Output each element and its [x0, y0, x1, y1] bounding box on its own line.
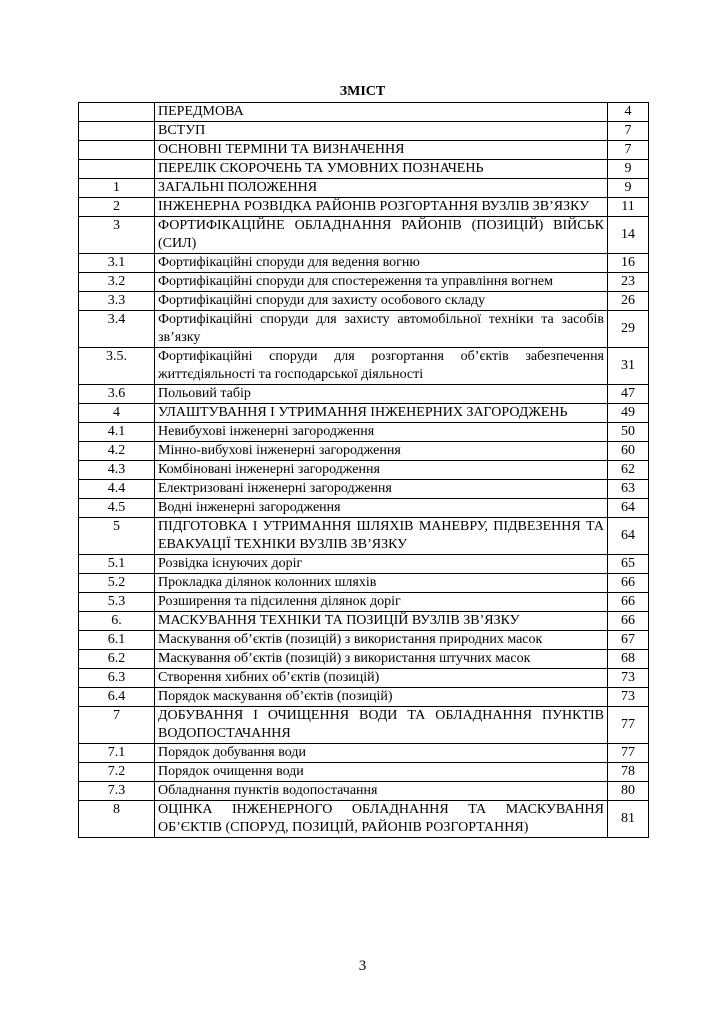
toc-section-number: 4.2 — [79, 442, 155, 461]
toc-section-title: Фортифікаційні споруди для захисту особового складу — [155, 292, 608, 311]
toc-section-number: 6.1 — [79, 631, 155, 650]
toc-page-number: 7 — [608, 141, 649, 160]
toc-section-title: ПЕРЕЛІК СКОРОЧЕНЬ ТА УМОВНИХ ПОЗНАЧЕНЬ — [155, 160, 608, 179]
toc-section-title: Маскування об’єктів (позицій) з використання штучних масок — [155, 650, 608, 669]
toc-section-title: Електризовані інженерні загородження — [155, 480, 608, 499]
toc-page-number: 64 — [608, 499, 649, 518]
toc-row — [79, 688, 649, 707]
toc-row — [79, 744, 649, 763]
toc-section-number: 4.1 — [79, 423, 155, 442]
toc-page-number: 66 — [608, 612, 649, 631]
toc-section-number: 4 — [79, 404, 155, 423]
toc-row — [79, 292, 649, 311]
toc-section-number: 6. — [79, 612, 155, 631]
toc-page-number: 66 — [608, 593, 649, 612]
toc-page-number: 64 — [608, 518, 649, 555]
toc-section-title: Розвідка існуючих доріг — [155, 555, 608, 574]
toc-section-title: ІНЖЕНЕРНА РОЗВІДКА РАЙОНІВ РОЗГОРТАННЯ ВУЗЛІВ ЗВ’ЯЗКУ — [155, 198, 608, 217]
toc-page-number: 4 — [608, 103, 649, 122]
toc-page-number: 9 — [608, 179, 649, 198]
toc-row — [79, 442, 649, 461]
toc-row — [79, 217, 649, 254]
toc-page-number: 50 — [608, 423, 649, 442]
toc-row — [79, 179, 649, 198]
toc-row — [79, 763, 649, 782]
toc-section-number: 6.3 — [79, 669, 155, 688]
toc-section-title: Маскування об’єктів (позицій) з використання природних масок — [155, 631, 608, 650]
toc-section-number: 7 — [79, 707, 155, 744]
toc-row — [79, 122, 649, 141]
toc-page-number: 14 — [608, 217, 649, 254]
toc-section-number: 5.3 — [79, 593, 155, 612]
toc-section-number — [79, 160, 155, 179]
toc-section-title: Польовий табір — [155, 385, 608, 404]
toc-row — [79, 669, 649, 688]
toc-section-title: Порядок добування води — [155, 744, 608, 763]
toc-section-number: 3 — [79, 217, 155, 254]
toc-section-title: Водні інженерні загородження — [155, 499, 608, 518]
toc-section-number: 5 — [79, 518, 155, 555]
toc-row — [79, 404, 649, 423]
toc-section-title: Створення хибних об’єктів (позицій) — [155, 669, 608, 688]
toc-page-number: 60 — [608, 442, 649, 461]
toc-row — [79, 198, 649, 217]
toc-page-number: 66 — [608, 574, 649, 593]
toc-row — [79, 612, 649, 631]
toc-section-title: ДОБУВАННЯ І ОЧИЩЕННЯ ВОДИ ТА ОБЛАДНАННЯ ПУНКТІВ ВОДОПОСТАЧАННЯ — [155, 707, 608, 744]
toc-row — [79, 801, 649, 838]
toc-section-title: Фортифікаційні споруди для розгортання об’єктів забезпечення життєдіяльності та господарської діяльності — [155, 348, 608, 385]
toc-section-title: Мінно-вибухові інженерні загородження — [155, 442, 608, 461]
toc-row — [79, 423, 649, 442]
toc-section-number — [79, 141, 155, 160]
toc-section-title: Обладнання пунктів водопостачання — [155, 782, 608, 801]
toc-section-number: 2 — [79, 198, 155, 217]
toc-section-number: 5.1 — [79, 555, 155, 574]
toc-row — [79, 650, 649, 669]
toc-page-number: 78 — [608, 763, 649, 782]
toc-section-title: Фортифікаційні споруди для спостереження та управління вогнем — [155, 273, 608, 292]
toc-row — [79, 348, 649, 385]
toc-page-number: 73 — [608, 669, 649, 688]
toc-section-number: 7.1 — [79, 744, 155, 763]
toc-row — [79, 385, 649, 404]
toc-page-number: 67 — [608, 631, 649, 650]
toc-page-number: 29 — [608, 311, 649, 348]
toc-section-number: 4.3 — [79, 461, 155, 480]
toc-section-number: 3.3 — [79, 292, 155, 311]
page-title: ЗМІСТ — [339, 84, 386, 99]
toc-section-number: 6.2 — [79, 650, 155, 669]
toc-section-title: ОЦІНКА ІНЖЕНЕРНОГО ОБЛАДНАННЯ ТА МАСКУВАННЯ ОБ’ЄКТІВ (СПОРУД, ПОЗИЦІЙ, РАЙОНІВ РОЗГОРТАННЯ) — [155, 801, 608, 838]
toc-row — [79, 480, 649, 499]
toc-page-number: 7 — [608, 122, 649, 141]
toc-section-number: 8 — [79, 801, 155, 838]
toc-page-number: 9 — [608, 160, 649, 179]
toc-row — [79, 631, 649, 650]
toc-row — [79, 574, 649, 593]
toc-section-number: 6.4 — [79, 688, 155, 707]
toc-row — [79, 311, 649, 348]
toc-section-title: Фортифікаційні споруди для захисту автомобільної техніки та засобів зв’язку — [155, 311, 608, 348]
toc-section-title: МАСКУВАННЯ ТЕХНІКИ ТА ПОЗИЦІЙ ВУЗЛІВ ЗВ’ЯЗКУ — [155, 612, 608, 631]
toc-section-number: 7.2 — [79, 763, 155, 782]
toc-section-number: 5.2 — [79, 574, 155, 593]
toc-page-number: 81 — [608, 801, 649, 838]
toc-page-number: 62 — [608, 461, 649, 480]
toc-section-number: 3.1 — [79, 254, 155, 273]
page-number: 3 — [358, 958, 367, 974]
toc-section-number: 4.5 — [79, 499, 155, 518]
toc-row — [79, 555, 649, 574]
toc-page-number: 77 — [608, 744, 649, 763]
toc-section-number — [79, 103, 155, 122]
toc-page-number: 80 — [608, 782, 649, 801]
toc-page-number: 68 — [608, 650, 649, 669]
toc-section-number: 3.6 — [79, 385, 155, 404]
toc-section-number — [79, 122, 155, 141]
toc-section-number: 1 — [79, 179, 155, 198]
toc-section-number: 7.3 — [79, 782, 155, 801]
toc-page-number: 63 — [608, 480, 649, 499]
toc-section-title: Прокладка ділянок колонних шляхів — [155, 574, 608, 593]
toc-row — [79, 707, 649, 744]
toc-page-number: 16 — [608, 254, 649, 273]
toc-row — [79, 141, 649, 160]
toc-page-number: 77 — [608, 707, 649, 744]
toc-section-title: Фортифікаційні споруди для ведення вогню — [155, 254, 608, 273]
toc-page-number: 73 — [608, 688, 649, 707]
toc-page-number: 65 — [608, 555, 649, 574]
toc-section-title: ПІДГОТОВКА І УТРИМАННЯ ШЛЯХІВ МАНЕВРУ, ПІДВЕЗЕННЯ ТА ЕВАКУАЦІЇ ТЕХНІКИ ВУЗЛІВ ЗВ’ЯЗКУ — [155, 518, 608, 555]
toc-page-number: 31 — [608, 348, 649, 385]
toc-page-number: 23 — [608, 273, 649, 292]
toc-page-number: 47 — [608, 385, 649, 404]
toc-section-title: ОСНОВНІ ТЕРМІНИ ТА ВИЗНАЧЕННЯ — [155, 141, 608, 160]
toc-body — [79, 103, 649, 838]
toc-row — [79, 103, 649, 122]
toc-section-title: Розширення та підсилення ділянок доріг — [155, 593, 608, 612]
toc-page-number: 26 — [608, 292, 649, 311]
toc-section-number: 3.2 — [79, 273, 155, 292]
toc-section-title: ПЕРЕДМОВА — [155, 103, 608, 122]
toc-section-title: Порядок маскування об’єктів (позицій) — [155, 688, 608, 707]
toc-row — [79, 593, 649, 612]
toc-page-number: 49 — [608, 404, 649, 423]
toc-row — [79, 499, 649, 518]
toc-page-number: 11 — [608, 198, 649, 217]
toc-row — [79, 782, 649, 801]
toc-section-title: ЗАГАЛЬНІ ПОЛОЖЕННЯ — [155, 179, 608, 198]
toc-section-title: ВСТУП — [155, 122, 608, 141]
toc-row — [79, 160, 649, 179]
toc-row — [79, 273, 649, 292]
toc-row — [79, 461, 649, 480]
toc-section-title: Порядок очищення води — [155, 763, 608, 782]
toc-section-title: Комбіновані інженерні загородження — [155, 461, 608, 480]
toc-section-number: 3.4 — [79, 311, 155, 348]
toc-section-number: 4.4 — [79, 480, 155, 499]
toc-section-title: ФОРТИФІКАЦІЙНЕ ОБЛАДНАННЯ РАЙОНІВ (ПОЗИЦІЙ) ВІЙСЬК (СИЛ) — [155, 217, 608, 254]
toc-section-number: 3.5. — [79, 348, 155, 385]
toc-section-title: УЛАШТУВАННЯ І УТРИМАННЯ ІНЖЕНЕРНИХ ЗАГОРОДЖЕНЬ — [155, 404, 608, 423]
toc-row — [79, 254, 649, 273]
toc-section-title: Невибухові інженерні загородження — [155, 423, 608, 442]
table-of-contents — [78, 102, 649, 838]
toc-row — [79, 518, 649, 555]
